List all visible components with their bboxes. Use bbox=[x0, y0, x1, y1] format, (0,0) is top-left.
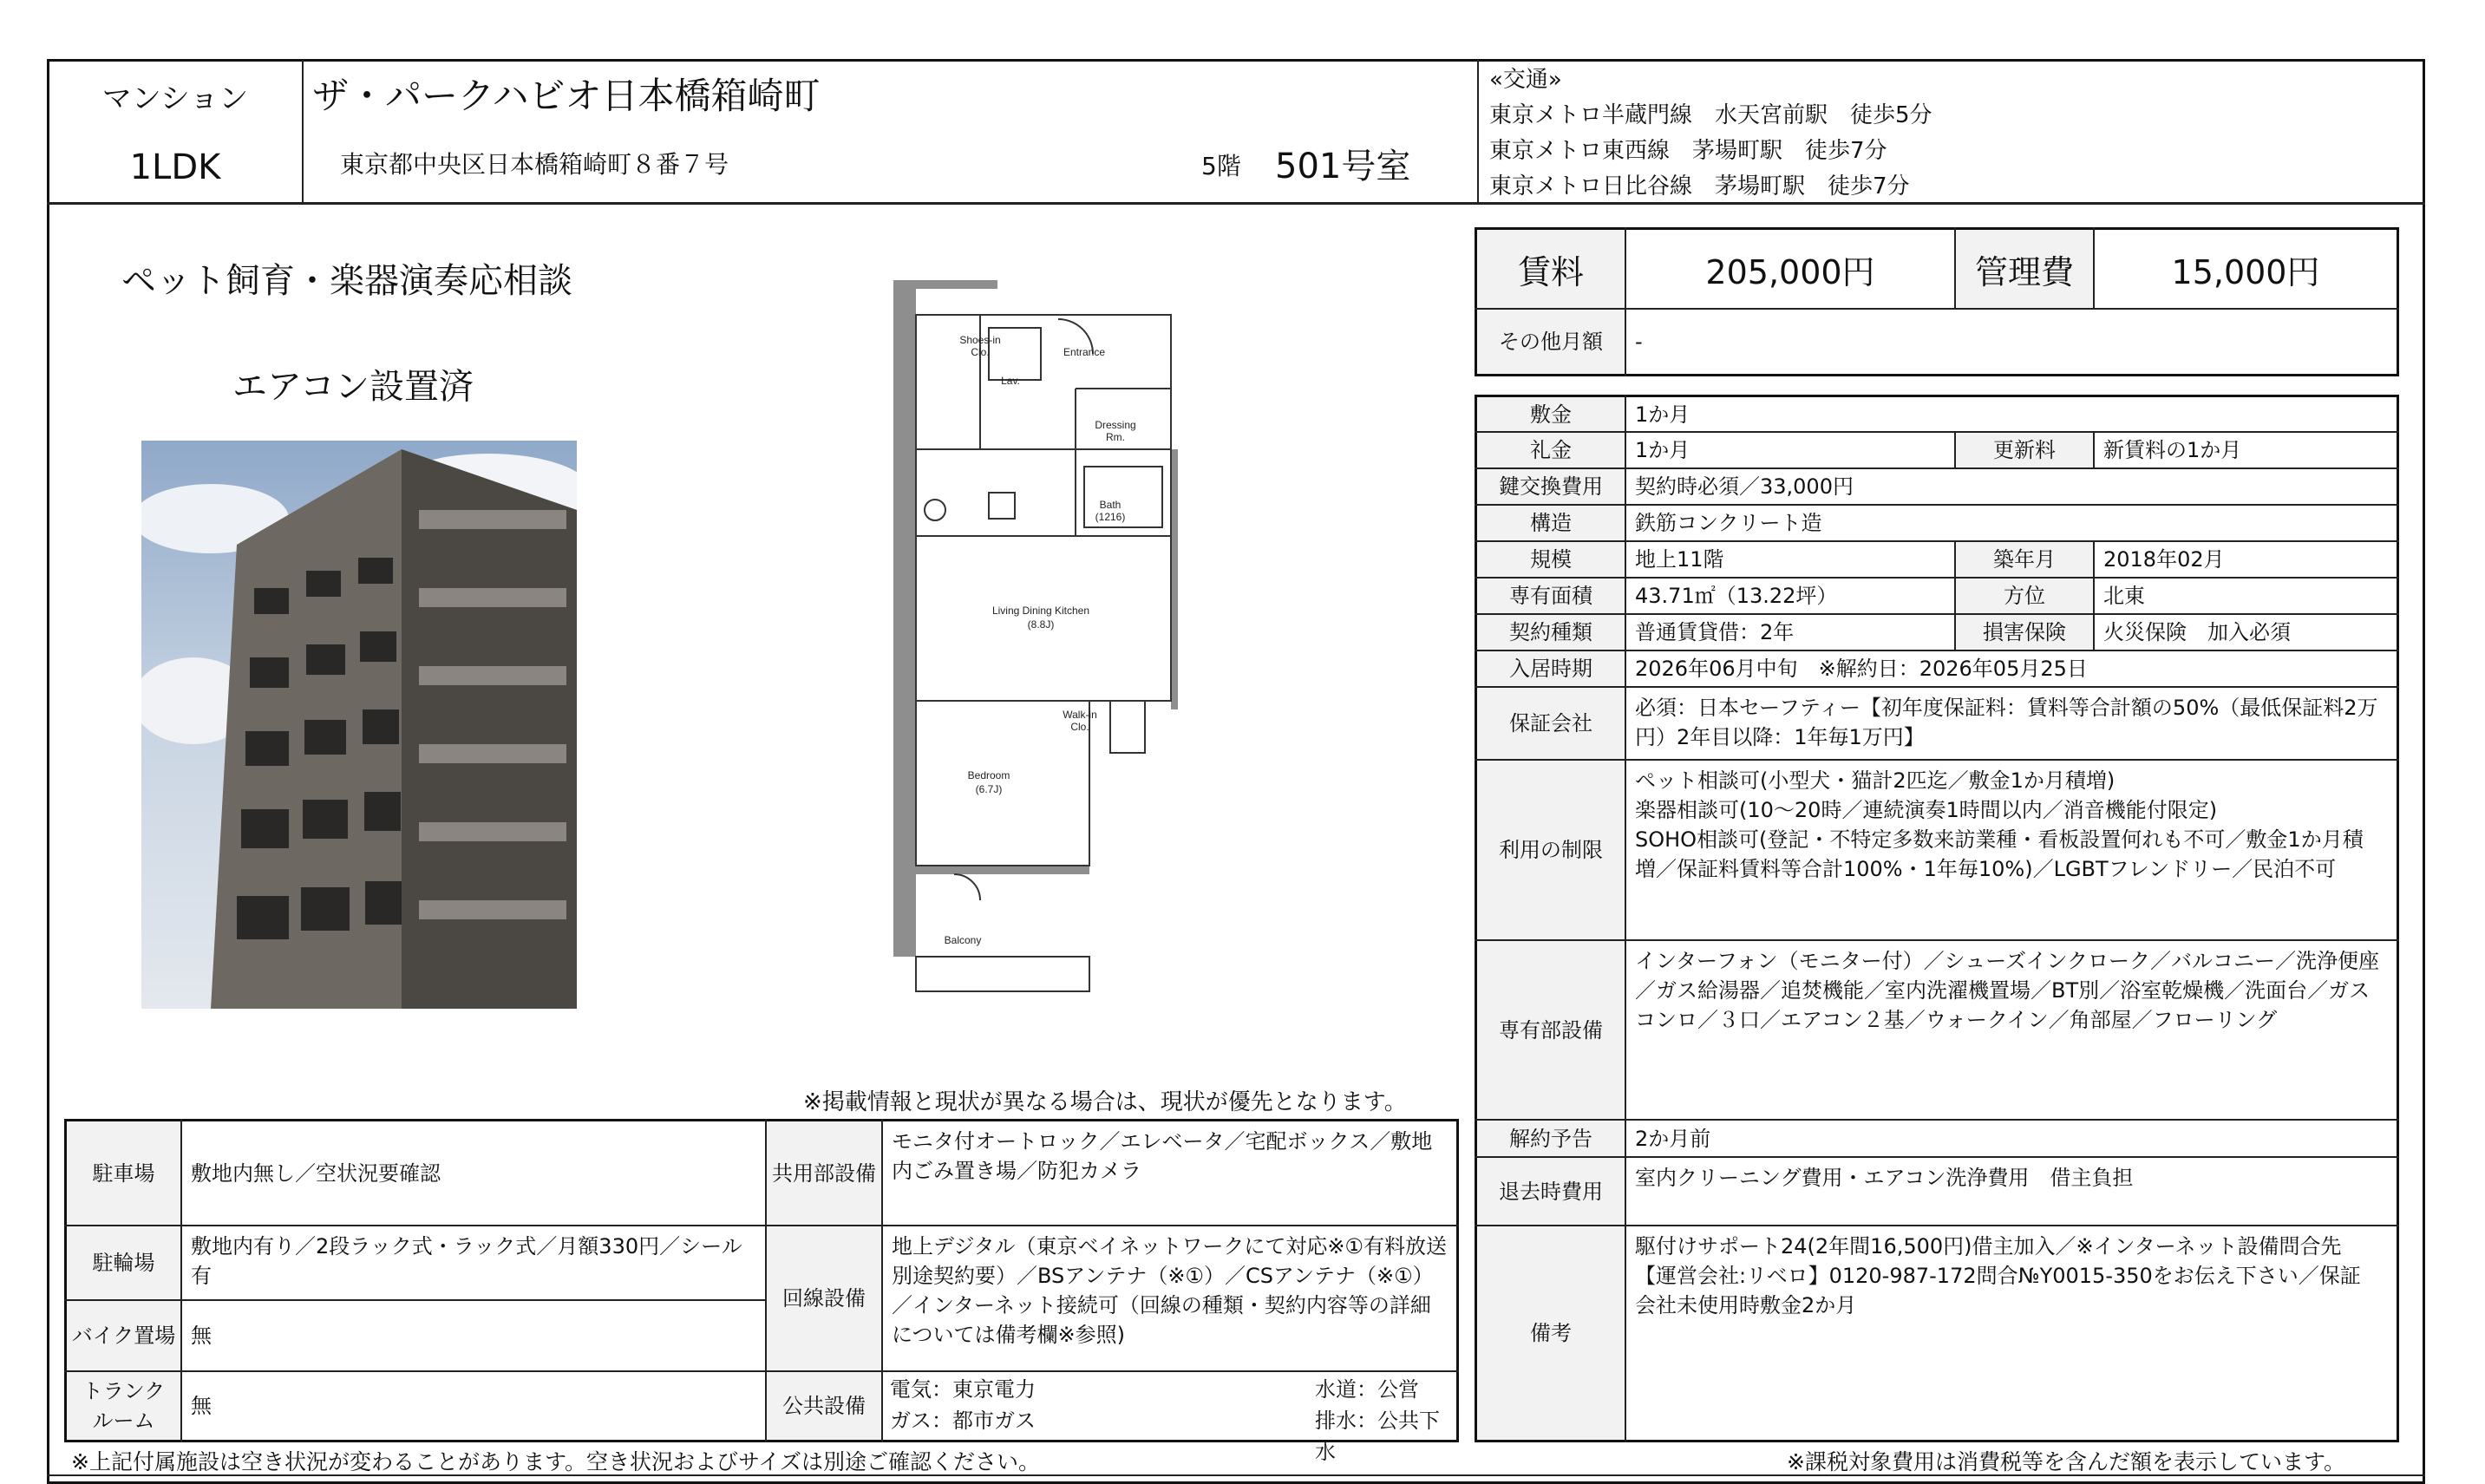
gas: ガス：都市ガス bbox=[890, 1409, 1036, 1433]
transport-line: 東京メトロ東西線 茅場町駅 徒歩7分 bbox=[1489, 138, 1887, 164]
insurance-label: 損害保険 bbox=[1956, 615, 2093, 650]
key-money-value: 1か月 bbox=[1635, 438, 1690, 462]
rent-value: 205,000円 bbox=[1705, 252, 1875, 291]
contract-label: 契約種類 bbox=[1477, 615, 1625, 650]
property-type: マンション bbox=[101, 81, 249, 116]
movein-label: 入居時期 bbox=[1477, 651, 1625, 686]
svg-text:Dressing: Dressing bbox=[1095, 419, 1136, 431]
pet-music-feature: ペット飼育・楽器演奏応相談 bbox=[121, 261, 572, 301]
transport-line: 東京メトロ日比谷線 茅場町駅 徒歩7分 bbox=[1489, 173, 1910, 199]
building-name: ザ・パークハビオ日本橋箱崎町 bbox=[312, 75, 821, 117]
line-label: 回線設備 bbox=[767, 1226, 881, 1370]
footer-left-note: ※上記付属施設は空き状況が変わることがあります。空き状況およびサイズは別途ご確認ください。 bbox=[71, 1449, 1040, 1474]
svg-text:Lav.: Lav. bbox=[1001, 375, 1020, 387]
address: 東京都中央区日本橋箱崎町８番７号 bbox=[340, 150, 729, 179]
restrict-value: ペット相談可(小型犬・猫計2匹迄／敷金1か月積増) 楽器相談可(10～20時／連続演奏1時間以内／消音機能付限定) SOHO相談可(登記・不特定多数来訪業種・看板設置何れも不可／敷金1か月積増／保証料賃料等合計100%・1年毎10%)／LGBTフレンドリー／民泊不可 bbox=[1635, 768, 2364, 881]
discrepancy-notice: ※掲載情報と現状が異なる場合は、現状が優先となります。 bbox=[803, 1089, 1407, 1115]
other-value: - bbox=[1635, 330, 1643, 354]
remarks-label: 備考 bbox=[1477, 1226, 1625, 1440]
svg-text:Clo.: Clo. bbox=[971, 346, 990, 358]
svg-text:Bedroom: Bedroom bbox=[967, 769, 1010, 781]
drain: 排水：公共下水 bbox=[1315, 1409, 1440, 1464]
rent-label: 賃料 bbox=[1477, 230, 1625, 308]
lock-value: 契約時必須／33,000円 bbox=[1635, 474, 1854, 499]
exit-cost-label: 退去時費用 bbox=[1477, 1158, 1625, 1225]
contract-value: 普通賃貸借：2年 bbox=[1635, 620, 1795, 644]
svg-text:Shoes-in: Shoes-in bbox=[959, 334, 1001, 346]
svg-text:(1216): (1216) bbox=[1095, 511, 1126, 523]
built-label: 築年月 bbox=[1956, 542, 2093, 577]
lock-label: 鍵交換費用 bbox=[1477, 469, 1625, 504]
svg-text:Entrance: Entrance bbox=[1063, 346, 1106, 358]
transport-title: «交通» bbox=[1489, 67, 1562, 93]
cancel-notice-label: 解約予告 bbox=[1477, 1121, 1625, 1156]
cancel-notice-value: 2か月前 bbox=[1635, 1126, 1711, 1151]
svg-text:Bath: Bath bbox=[1099, 499, 1122, 511]
electric: 電気：東京電力 bbox=[890, 1377, 1036, 1402]
renewal-value: 新賃料の1か月 bbox=[2103, 438, 2242, 462]
insurance-value: 火災保険 加入必須 bbox=[2103, 620, 2291, 644]
scale-label: 規模 bbox=[1477, 542, 1625, 577]
equip-value: インターフォン（モニター付）／シューズインクローク／バルコニー／洗浄便座／ガス給湯器／追焚機能／室内洗濯機置場／BT別／浴室乾燥機／洗面台／ガスコンロ／３口／エアコン２基／ウォークイン／角部屋／フローリング bbox=[1635, 949, 2379, 1032]
moto-value: 無 bbox=[191, 1324, 212, 1348]
aircon-feature: エアコン設置済 bbox=[232, 367, 474, 407]
structure-label: 構造 bbox=[1477, 506, 1625, 540]
utility-label: 公共設備 bbox=[767, 1372, 881, 1440]
structure-value: 鉄筋コンクリート造 bbox=[1635, 511, 1822, 535]
trunk-value: 無 bbox=[191, 1394, 212, 1418]
guarantor-value: 必須：日本セーフティー【初年度保証料：賃料等合計額の50%（最低保証料2万円）2年目以降：1年毎1万円】 bbox=[1635, 696, 2378, 749]
transport-line: 東京メトロ半蔵門線 水天宮前駅 徒歩5分 bbox=[1489, 102, 1932, 128]
svg-text:Balcony: Balcony bbox=[944, 934, 982, 946]
layout-type: 1LDK bbox=[129, 147, 221, 187]
movein-value: 2026年06月中旬 ※解約日：2026年05月25日 bbox=[1635, 657, 2088, 681]
deposit-label: 敷金 bbox=[1477, 397, 1625, 431]
moto-label: バイク置場 bbox=[67, 1301, 180, 1370]
transport-info bbox=[1489, 62, 2409, 205]
direction-value: 北東 bbox=[2103, 584, 2145, 608]
svg-text:Living Dining Kitchen: Living Dining Kitchen bbox=[991, 605, 1090, 617]
common-value: モニタ付オートロック／エレベータ／宅配ボックス／敷地内ごみ置き場／防犯カメラ bbox=[892, 1129, 1433, 1183]
bike-value: 敷地内有り／2段ラック式・ラック式／月額330円／シール有 bbox=[191, 1234, 742, 1288]
bike-label: 駐輪場 bbox=[67, 1226, 180, 1299]
equip-label: 専有部設備 bbox=[1477, 941, 1625, 1119]
footer-right-note: ※課税対象費用は消費税等を含んだ額を表示しています。 bbox=[1787, 1449, 2345, 1474]
water: 水道：公営 bbox=[1315, 1377, 1419, 1402]
guarantor-label: 保証会社 bbox=[1477, 688, 1625, 759]
deposit-value: 1か月 bbox=[1635, 402, 1690, 427]
scale-value: 地上11階 bbox=[1635, 547, 1724, 572]
common-label: 共用部設備 bbox=[767, 1121, 881, 1225]
svg-text:Rm.: Rm. bbox=[1106, 431, 1125, 443]
remarks-value: 駆付けサポート24(2年間16,500円)借主加入／※インターネット設備問合先【運営会社:リベロ】0120-987-172問合№Y0015-350をお伝え下さい／保証会社未使用時敷金2か月 bbox=[1635, 1234, 2361, 1317]
key-money-label: 礼金 bbox=[1477, 433, 1625, 467]
parking-label: 駐車場 bbox=[67, 1121, 180, 1225]
built-value: 2018年02月 bbox=[2103, 547, 2225, 572]
area-value: 43.71㎡（13.22坪） bbox=[1635, 584, 1838, 608]
fee-value: 15,000円 bbox=[2171, 252, 2320, 291]
fee-label: 管理費 bbox=[1956, 230, 2093, 308]
parking-value: 敷地内無し／空状況要確認 bbox=[191, 1160, 441, 1186]
floor: 5階 bbox=[1201, 152, 1241, 180]
svg-text:Walk-in: Walk-in bbox=[1063, 709, 1097, 721]
other-label: その他月額 bbox=[1477, 310, 1625, 374]
trunk-label: トランクルーム bbox=[67, 1372, 180, 1440]
room-number: 501号室 bbox=[1275, 146, 1411, 186]
svg-text:(6.7J): (6.7J) bbox=[975, 783, 1003, 795]
svg-text:Clo.: Clo. bbox=[1070, 721, 1089, 733]
renewal-label: 更新料 bbox=[1956, 433, 2093, 467]
area-label: 専有面積 bbox=[1477, 579, 1625, 613]
svg-text:(8.8J): (8.8J) bbox=[1027, 618, 1055, 631]
restrict-label: 利用の制限 bbox=[1477, 761, 1625, 939]
exit-cost-value: 室内クリーニング費用・エアコン洗浄費用 借主負担 bbox=[1635, 1166, 2134, 1190]
floor-plan bbox=[859, 276, 1223, 1004]
line-value: 地上デジタル（東京ベイネットワークにて対応※①有料放送別途契約要）／BSアンテナ（※①）／CSアンテナ（※①）／インターネット接続可（回線の種類・契約内容等の詳細については備考欄※参照) bbox=[892, 1234, 1447, 1347]
direction-label: 方位 bbox=[1956, 579, 2093, 613]
building-photo bbox=[141, 441, 577, 1009]
utility-values bbox=[890, 1374, 1454, 1464]
